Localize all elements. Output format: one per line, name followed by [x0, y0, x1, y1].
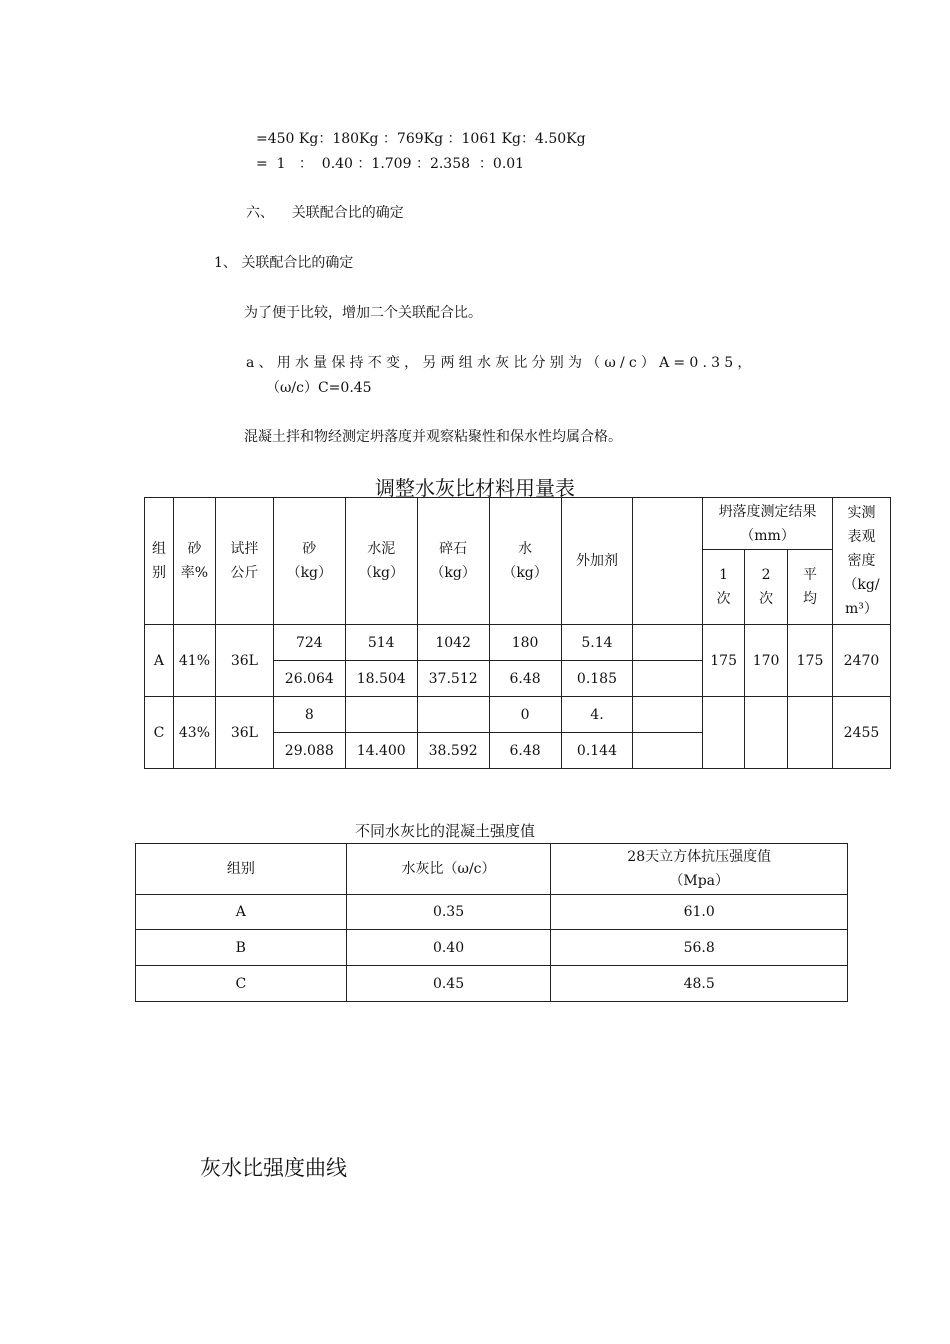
table-row: [136, 930, 848, 966]
cell-gravel: 38.592: [417, 733, 489, 769]
cell-admixture: 4.: [561, 697, 633, 733]
cell-gravel: 1042: [417, 625, 489, 661]
section-six-heading: 六、 关联配合比的确定: [246, 205, 404, 221]
table-row: [136, 895, 848, 930]
cell-admixture: 5.14: [561, 625, 633, 661]
cell-wc-ratio: 0.45: [346, 966, 551, 1002]
cell-cement: [345, 697, 417, 733]
table1-title: 调整水灰比材料用量表: [375, 476, 575, 500]
header-sand: 砂 （kg）: [273, 498, 345, 625]
header-density: 实测表观密度（kg/m³）: [832, 498, 890, 625]
material-usage-table: [144, 497, 891, 769]
cell-cement: 14.400: [345, 733, 417, 769]
header-slump-1: 1 次: [703, 550, 745, 625]
subsection-one-heading: 1、 关联配合比的确定: [214, 255, 354, 271]
cell-slump-2: 170: [745, 625, 788, 697]
cell-trial: 36L: [215, 625, 273, 697]
cell-water: 6.48: [489, 733, 561, 769]
header-sand-rate: 砂率%: [173, 498, 215, 625]
table-row: [145, 625, 891, 661]
header-slump-avg: 平 均: [788, 550, 833, 625]
item-a-line1: a、用水量保持不变，另两组水灰比分别为（ω/c）A=0.35，: [246, 355, 756, 371]
cell-empty: [633, 733, 703, 769]
cell-group: C: [136, 966, 347, 1002]
cell-cement: 18.504: [345, 661, 417, 697]
table2-title: 不同水灰比的混凝土强度值: [354, 822, 535, 840]
cell-water: 0: [489, 697, 561, 733]
cell-density: 2470: [832, 625, 890, 697]
cell-cement: 514: [345, 625, 417, 661]
table-row: [145, 697, 891, 733]
header-slump: 坍落度测定结果（mm）: [703, 498, 833, 550]
cell-group: B: [136, 930, 347, 966]
header-group: 组别: [136, 844, 347, 895]
compare-paragraph: 为了便于比较，增加二个关联配合比。: [244, 305, 482, 321]
cell-empty: [633, 625, 703, 661]
cell-empty: [633, 697, 703, 733]
mix-ratio-kg-line: =450 Kg：180Kg ：769Kg ：1061 Kg：4.50Kg: [256, 131, 586, 147]
cell-slump-1: [703, 697, 745, 769]
cell-strength: 61.0: [551, 895, 848, 930]
cell-group: C: [145, 697, 174, 769]
header-slump-2: 2 次: [745, 550, 788, 625]
cell-sand: 26.064: [273, 661, 345, 697]
cell-empty: [633, 661, 703, 697]
cell-trial: 36L: [215, 697, 273, 769]
header-trial-mix: 试拌公斤: [215, 498, 273, 625]
cell-water: 6.48: [489, 661, 561, 697]
table-row: [136, 966, 848, 1002]
cell-sand: 8: [273, 697, 345, 733]
cell-slump-1: 175: [703, 625, 745, 697]
strength-table: [135, 843, 848, 1002]
cell-strength: 48.5: [551, 966, 848, 1002]
curve-section-heading: 灰水比强度曲线: [200, 1156, 347, 1180]
header-cement: 水泥 （kg）: [345, 498, 417, 625]
cell-admixture: 0.144: [561, 733, 633, 769]
cell-strength: 56.8: [551, 930, 848, 966]
item-a-line2: （ω/c）C=0.45: [266, 380, 372, 396]
header-wc-ratio: 水灰比（ω/c）: [346, 844, 551, 895]
cell-water: 180: [489, 625, 561, 661]
header-empty: [633, 498, 703, 625]
header-group: 组别: [145, 498, 174, 625]
cell-wc-ratio: 0.35: [346, 895, 551, 930]
cell-admixture: 0.185: [561, 661, 633, 697]
cell-slump-avg: 175: [788, 625, 833, 697]
cell-slump-2: [745, 697, 788, 769]
header-admixture: 外加剂: [561, 498, 633, 625]
header-water: 水 （kg）: [489, 498, 561, 625]
header-gravel: 碎石 （kg）: [417, 498, 489, 625]
cell-group: A: [145, 625, 174, 697]
cell-group: A: [136, 895, 347, 930]
cell-density: 2455: [832, 697, 890, 769]
cell-sand: 724: [273, 625, 345, 661]
cell-wc-ratio: 0.40: [346, 930, 551, 966]
cell-slump-avg: [788, 697, 833, 769]
cell-sand-rate: 43%: [173, 697, 215, 769]
cell-gravel: 37.512: [417, 661, 489, 697]
cell-gravel: [417, 697, 489, 733]
header-strength: 28天立方体抗压强度值 （Mpa）: [551, 844, 848, 895]
cell-sand-rate: 41%: [173, 625, 215, 697]
mix-ratio-num-line: = 1 ： 0.40 ：1.709 ：2.358 ：0.01: [256, 156, 525, 172]
mix-test-paragraph: 混凝土拌和物经测定坍落度并观察粘聚性和保水性均属合格。: [244, 429, 622, 445]
cell-sand: 29.088: [273, 733, 345, 769]
